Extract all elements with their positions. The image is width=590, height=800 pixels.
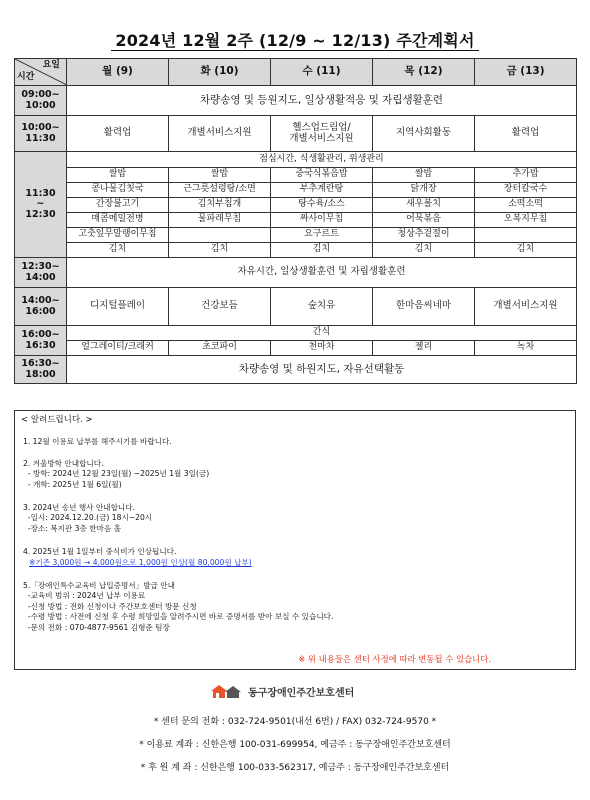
row-1000: [15, 116, 577, 152]
time-cell: 14:00~ 16:00: [15, 288, 67, 326]
day-label: 요일: [42, 60, 60, 70]
row-lunch-header: [15, 152, 577, 168]
activity-cell: 한마음씨네마: [373, 288, 475, 326]
meal-cell: 김치: [475, 243, 577, 258]
meal-cell: 추가밥: [475, 168, 577, 183]
time-cell: 10:00~ 11:30: [15, 116, 67, 152]
snack-cell: 초코파이: [169, 341, 271, 356]
row-1230: [15, 258, 577, 288]
meal-cell: 김치: [271, 243, 373, 258]
notice-heading: < 알려드립니다. >: [21, 415, 93, 425]
footer-fee-account: * 이용료 계좌 : 신한은행 100-031-699954, 예금주 : 동구장애인주간보호센터: [139, 740, 451, 750]
header-row: [15, 59, 577, 86]
notice-item-4-note: ※기존 3,000원 → 4,000원으로 1,000원 인상(월 80,000원 납부): [29, 558, 252, 567]
day-fri: 금 (13): [475, 59, 577, 86]
snack-row: [15, 341, 577, 356]
notice-item-3: 3. 2024년 송년 행사 안내합니다. -일시: 2024.12.20.(금) 18시~20시 -장소: 복지관 3층 한마음 홀: [23, 503, 153, 533]
house-logo-icon: [210, 683, 244, 699]
meal-cell: 쌀밥: [373, 168, 475, 183]
notice-item-4: 4. 2025년 1월 1일부터 중식비가 인상됩니다.: [23, 547, 177, 556]
day-thu: 목 (12): [373, 59, 475, 86]
notice-item-2: 2. 겨울방학 안내합니다. - 방학: 2024년 12월 23일(월) ~2025년 1월 3일(금) - 개학: 2025년 1월 6일(월): [23, 459, 210, 489]
day-tue: 화 (10): [169, 59, 271, 86]
meal-row: [15, 228, 577, 243]
meal-cell: [169, 228, 271, 243]
meal-row: [15, 243, 577, 258]
meal-cell: 중국식볶음밥: [271, 168, 373, 183]
time-cell: 16:30~ 18:00: [15, 356, 67, 384]
meal-cell: 탕수육/소스: [271, 198, 373, 213]
day-wed: 수 (11): [271, 59, 373, 86]
time-label: 시간: [17, 72, 35, 83]
activity-cell: 개별서비스지원: [475, 288, 577, 326]
activity-cell: 활력업: [475, 116, 577, 152]
meal-cell: 콩나물김칫국: [67, 183, 169, 198]
lunch-header: 점심시간, 식생활관리, 위생관리: [67, 152, 577, 168]
snack-header: 간식: [67, 326, 577, 341]
meal-cell: 부추계란탕: [271, 183, 373, 198]
activity-cell: 차량송영 및 하원지도, 자유선택활동: [67, 356, 577, 384]
time-cell: 12:30~ 14:00: [15, 258, 67, 288]
snack-cell: 녹차: [475, 341, 577, 356]
footer-phone: * 센터 문의 전화 : 032-724-9501(내선 6번) / FAX) 032-724-9570 *: [153, 717, 437, 727]
meal-cell: 오복지무침: [475, 213, 577, 228]
activity-cell: 헬스업드림업/ 개별서비스지원: [271, 116, 373, 152]
row-1630: [15, 356, 577, 384]
meal-cell: 매콤메밀전병: [67, 213, 169, 228]
activity-cell: 활력업: [67, 116, 169, 152]
meal-cell: 쌀밥: [67, 168, 169, 183]
snack-cell: 젤리: [373, 341, 475, 356]
meal-cell: 짜사이무침: [271, 213, 373, 228]
meal-cell: 물파래무침: [169, 213, 271, 228]
meal-cell: 김치: [169, 243, 271, 258]
notice-warning: ※ 위 내용들은 센터 사정에 따라 변동될 수 있습니다.: [298, 654, 491, 665]
meal-row: [15, 198, 577, 213]
row-0900: [15, 86, 577, 116]
activity-cell: 건강보듬: [169, 288, 271, 326]
schedule-table: [14, 58, 577, 384]
meal-cell: 근그릇설렁탕/소면: [169, 183, 271, 198]
time-cell: 09:00~ 10:00: [15, 86, 67, 116]
meal-cell: 김치: [373, 243, 475, 258]
activity-cell: 차량송영 및 등원지도, 일상생활적응 및 자립생활훈련: [67, 86, 577, 116]
center-name: 동구장애인주간보호센터: [248, 687, 355, 699]
row-1400: [15, 288, 577, 326]
activity-cell: 지역사회활동: [373, 116, 475, 152]
time-cell: 16:00~ 16:30: [15, 326, 67, 356]
meal-row: [15, 183, 577, 198]
meal-row: [15, 168, 577, 183]
meal-cell: 소떡소떡: [475, 198, 577, 213]
time-cell: 11:30 ~ 12:30: [15, 152, 67, 258]
page-title: 2024년 12월 2주 (12/9 ~ 12/13) 주간계획서: [0, 28, 590, 51]
meal-cell: 고춧잎무말랭이무침: [67, 228, 169, 243]
snack-cell: 천마차: [271, 341, 373, 356]
meal-row: [15, 213, 577, 228]
center-logo: [210, 682, 354, 700]
notice-item-5: 5.「장애인특수교육비 납입증명서」발급 안내 -교육비 범위 : 2024년 납부 이용료 -신청 방법 : 전화 신청이나 주간보호센터 방문 신청 -수령 방법 : 사전에 신청 후 수령 희망일을 알려주시면 바로 증명서를 받아 보실 수 있습니다. -문의 전화 : 070-4877-9561 김형준 팀장: [23, 581, 334, 632]
footer-donation-account: * 후 원 계 좌 : 신한은행 100-033-562317, 예금주 : 동구장애인주간보호센터: [140, 763, 450, 773]
meal-cell: 김치부침개: [169, 198, 271, 213]
notice-box: [14, 410, 576, 670]
activity-cell: 숲치유: [271, 288, 373, 326]
corner-cell: [15, 59, 67, 86]
activity-cell: 디지털플레이: [67, 288, 169, 326]
meal-cell: 요구르트: [271, 228, 373, 243]
meal-cell: 어묵볶음: [373, 213, 475, 228]
meal-cell: 쌀밥: [169, 168, 271, 183]
activity-cell: 자유시간, 일상생활훈련 및 자립생활훈련: [67, 258, 577, 288]
activity-cell: 개별서비스지원: [169, 116, 271, 152]
meal-cell: 닭개장: [373, 183, 475, 198]
meal-cell: 새우볼치: [373, 198, 475, 213]
meal-cell: 청상추겉절이: [373, 228, 475, 243]
meal-cell: 장터칼국수: [475, 183, 577, 198]
meal-cell: [475, 228, 577, 243]
notice-item-1: 1. 12월 이용료 납부를 해주시기를 바랍니다.: [23, 437, 172, 446]
meal-cell: 김치: [67, 243, 169, 258]
meal-cell: 간장불고기: [67, 198, 169, 213]
snack-cell: 얼그레이티/크래커: [67, 341, 169, 356]
row-snack-header: [15, 326, 577, 341]
day-mon: 월 (9): [67, 59, 169, 86]
